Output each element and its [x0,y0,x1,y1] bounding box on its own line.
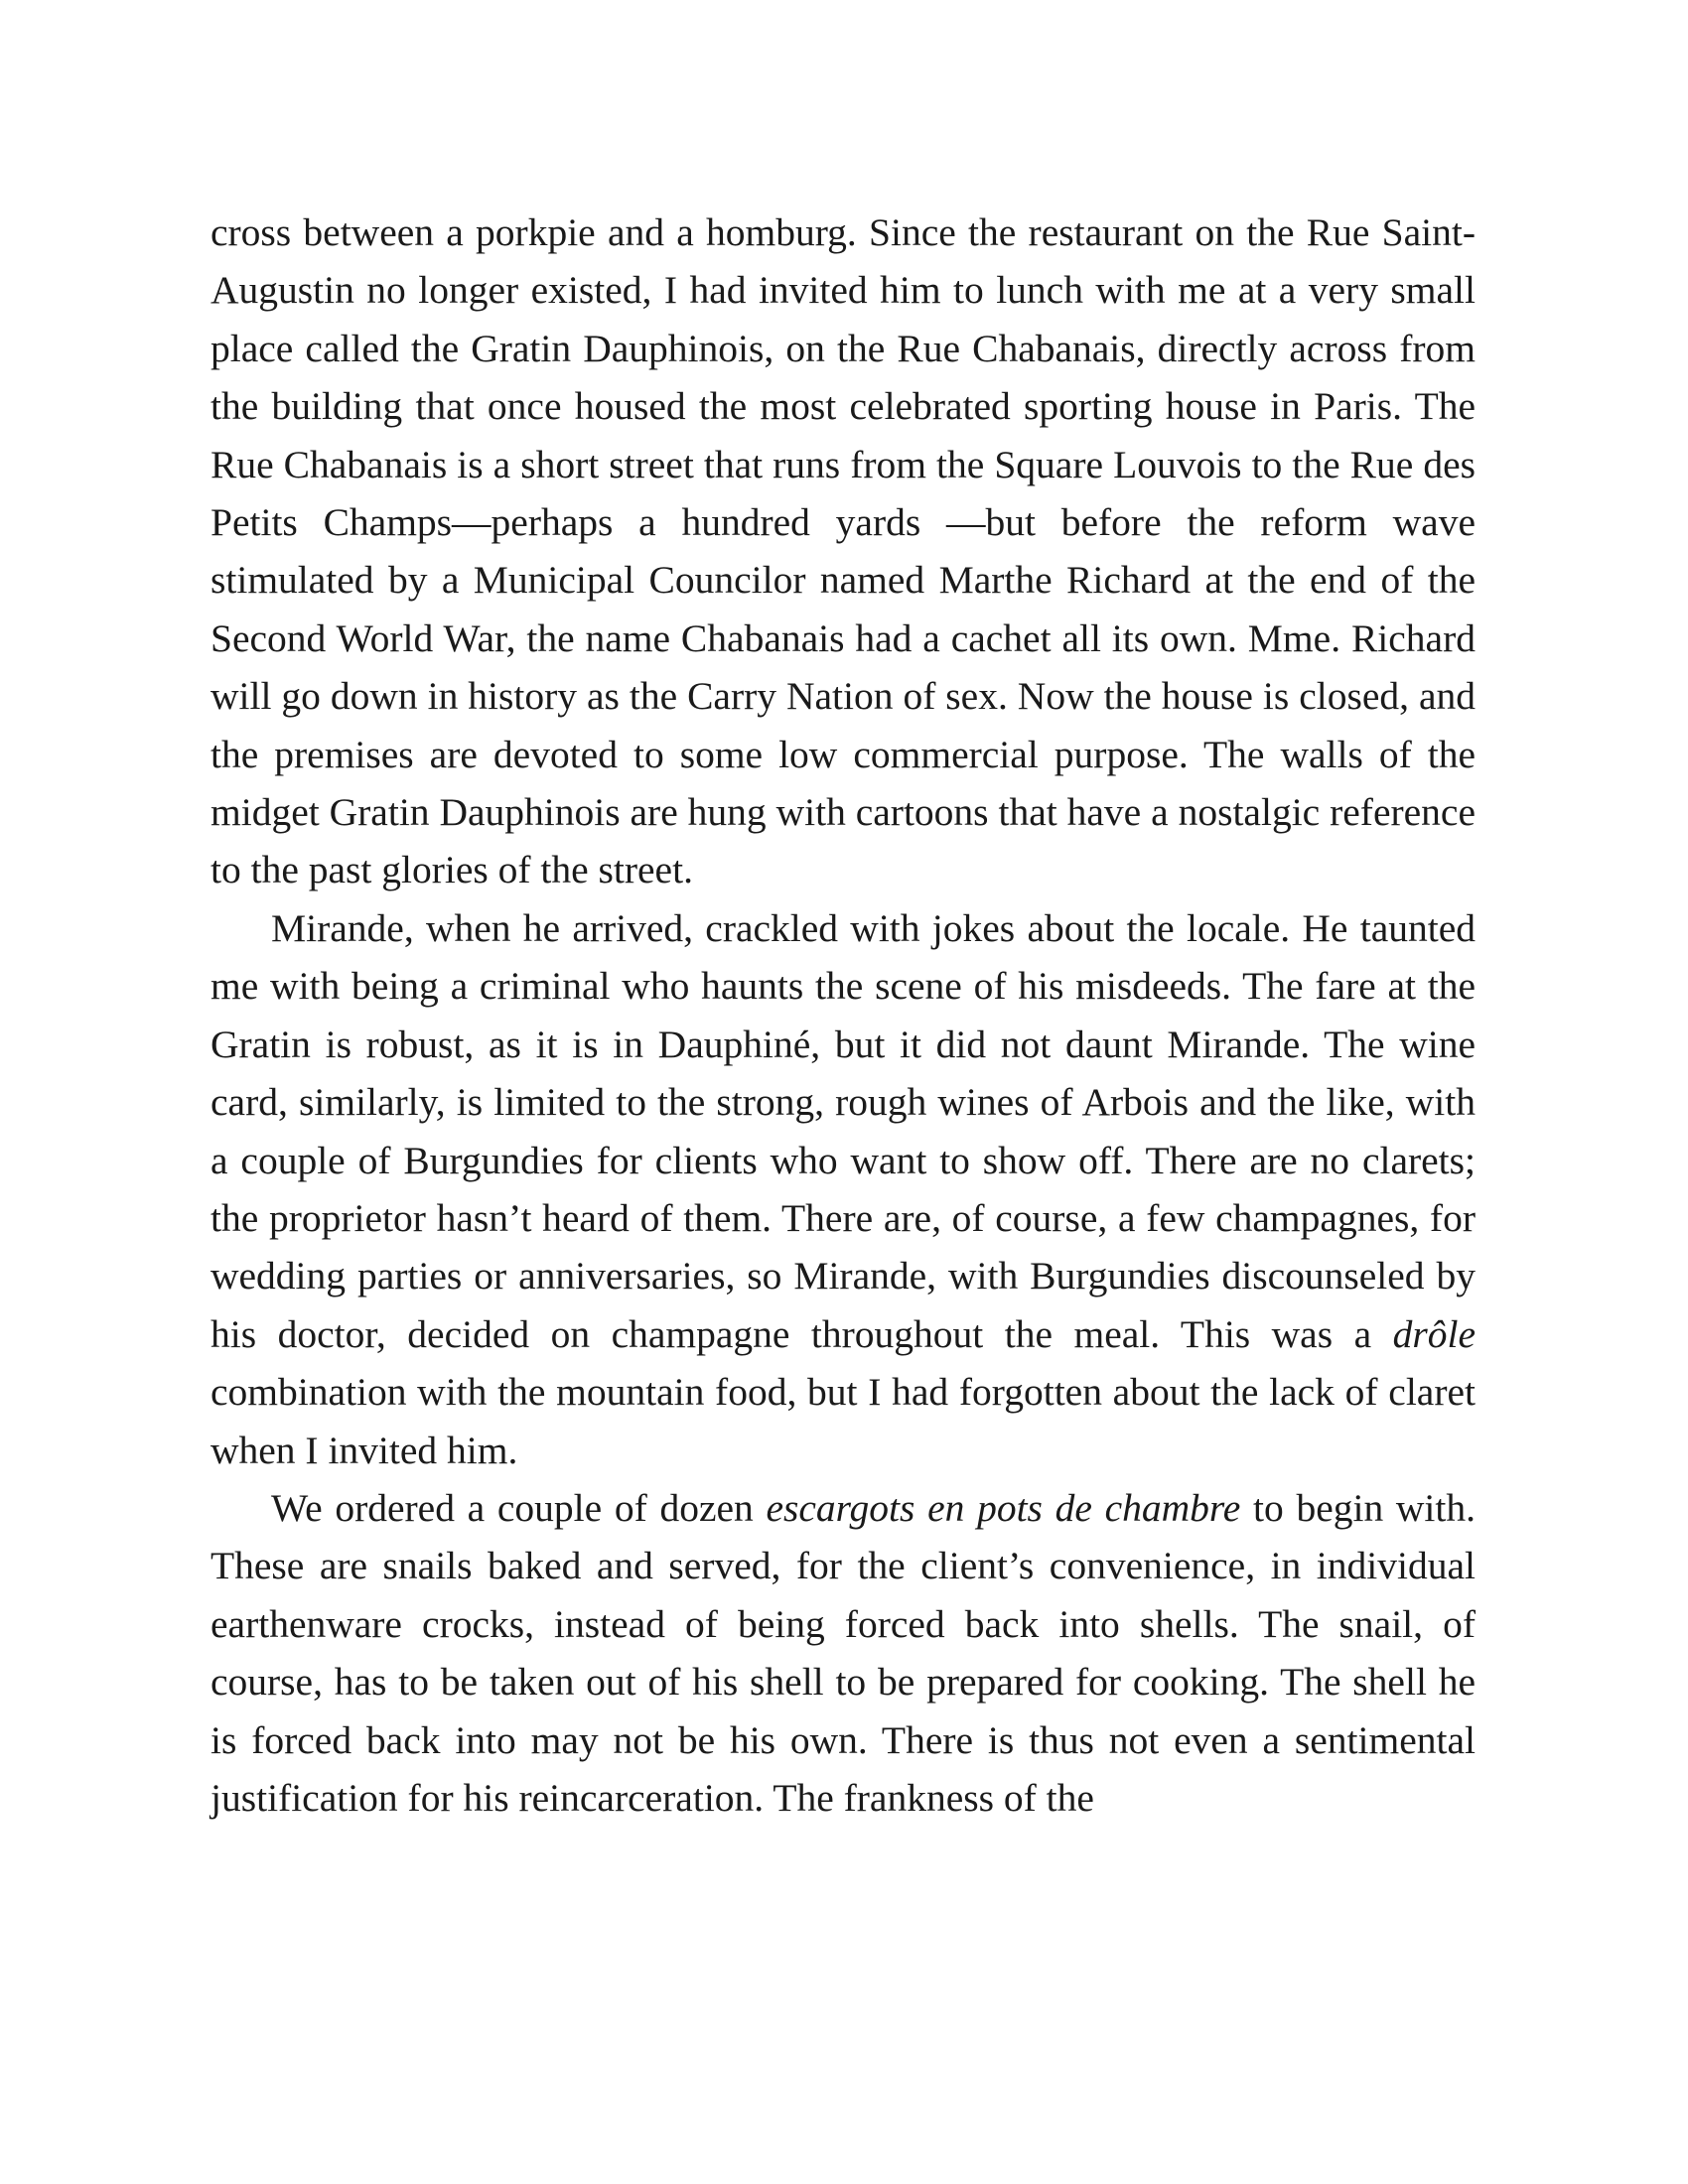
paragraph-text: Mirande, when he arrived, crackled with jokes about the locale. He taunted me with being a criminal who haunts the scene of his misdeeds. The fare at the Gratin is robust, as it is in Dauphiné, but it did not daunt Mirande. The wine card, similarly, is limited to the strong, rough wines of Arbois and the like, with a couple of Burgundies for clients who want to show off. There are no clarets; the proprietor hasn’t heard of them. There are, of course, a few champagnes, for wedding parties or anniversaries, so Mirande, with Burgundies discounseled by his doctor, decided on champagne throughout the meal. This was a [211,905,1476,1356]
italic-phrase: escargots en pots de chambre [766,1485,1241,1530]
paragraph-1 [211,204,1476,899]
paragraph-2 [211,899,1476,1479]
paragraph-text: to begin with. These are snails baked and served, for the client’s convenience, in individual earthenware crocks, instead of being forced back into shells. The snail, of course, has to be taken out of his shell to be prepared for cooking. The shell he is forced back into may not be his own. There is thus not even a sentimental justification for his reincarceration. The frankness of the [211,1485,1477,1820]
italic-phrase: drôle [1392,1311,1476,1356]
paragraph-text: cross between a porkpie and a homburg. Since the restaurant on the Rue Saint-Augustin no longer existed, I had invited him to lunch with me at a very small place called the Gratin Dauphinois, on the Rue Chabanais, directly across from the building that once housed the most celebrated sporting house in Paris. The Rue Chabanais is a short street that runs from the Square Louvois to the Rue des Petits Champs—perhaps a hundred yards —but before the reform wave stimulated by a Municipal Councilor named Marthe Richard at the end of the Second World War, the name Chabanais had a cachet all its own. Mme. Richard will go down in history as the Carry Nation of sex. Now the house is closed, and the premises are devoted to some low commercial purpose. The walls of the midget Gratin Dauphinois are hung with cartoons that have a nostalgic reference to the past glories of the street. [211,210,1476,892]
book-page [211,204,1476,1827]
paragraph-text: combination with the mountain food, but I had forgotten about the lack of claret when I invited him. [211,1370,1476,1472]
paragraph-text: We ordered a couple of dozen [271,1485,767,1530]
paragraph-3 [211,1479,1476,1827]
